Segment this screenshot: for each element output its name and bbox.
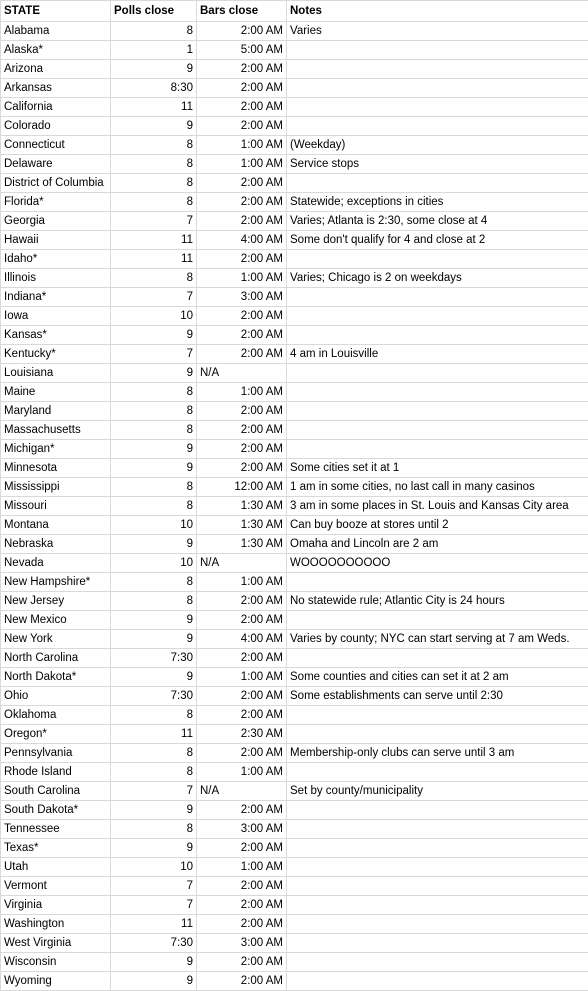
table-row (1, 858, 588, 877)
bars-close-cell[interactable]: 2:00 AM (197, 915, 287, 934)
polls-close-cell[interactable]: 8 (111, 744, 197, 763)
notes-cell[interactable]: WOOOOOOOOOO (287, 554, 588, 573)
notes-cell[interactable] (287, 706, 588, 725)
notes-cell[interactable] (287, 801, 588, 820)
state-cell[interactable]: Delaware (1, 155, 111, 174)
table-row (1, 307, 588, 326)
state-cell[interactable]: Hawaii (1, 231, 111, 250)
state-cell[interactable]: West Virginia (1, 934, 111, 953)
state-cell[interactable]: Kansas* (1, 326, 111, 345)
bars-close-cell[interactable]: 2:00 AM (197, 611, 287, 630)
notes-cell[interactable] (287, 649, 588, 668)
bars-close-cell[interactable]: 2:00 AM (197, 174, 287, 193)
table-row (1, 839, 588, 858)
header-row (1, 1, 588, 22)
table-row (1, 915, 588, 934)
bars-close-cell[interactable]: 1:00 AM (197, 383, 287, 402)
notes-cell[interactable]: Omaha and Lincoln are 2 am (287, 535, 588, 554)
polls-close-cell[interactable]: 7 (111, 212, 197, 231)
notes-cell[interactable] (287, 972, 588, 991)
notes-cell[interactable] (287, 117, 588, 136)
notes-cell[interactable]: No statewide rule; Atlantic City is 24 hours (287, 592, 588, 611)
notes-cell[interactable] (287, 820, 588, 839)
notes-cell[interactable] (287, 326, 588, 345)
table-row (1, 345, 588, 364)
state-cell[interactable]: Alaska* (1, 41, 111, 60)
table-row (1, 934, 588, 953)
table-row (1, 136, 588, 155)
polls-close-cell[interactable]: 8 (111, 763, 197, 782)
table-row (1, 60, 588, 79)
table-row (1, 22, 588, 41)
table-row (1, 687, 588, 706)
notes-cell[interactable] (287, 725, 588, 744)
table-row (1, 155, 588, 174)
notes-cell[interactable] (287, 288, 588, 307)
polls-close-cell[interactable]: 8 (111, 402, 197, 421)
notes-cell[interactable] (287, 858, 588, 877)
table-row (1, 801, 588, 820)
notes-cell[interactable] (287, 934, 588, 953)
polls-close-cell[interactable]: 9 (111, 535, 197, 554)
notes-cell[interactable] (287, 41, 588, 60)
state-cell[interactable]: South Carolina (1, 782, 111, 801)
state-cell[interactable]: Wisconsin (1, 953, 111, 972)
polls-close-cell[interactable]: 7 (111, 896, 197, 915)
state-cell[interactable]: Utah (1, 858, 111, 877)
notes-cell[interactable] (287, 402, 588, 421)
state-cell[interactable]: Montana (1, 516, 111, 535)
polls-close-cell[interactable]: 8 (111, 174, 197, 193)
polls-close-cell[interactable]: 7:30 (111, 687, 197, 706)
bars-close-cell[interactable]: 2:00 AM (197, 326, 287, 345)
state-cell[interactable]: Massachusetts (1, 421, 111, 440)
notes-cell[interactable] (287, 573, 588, 592)
bars-close-cell[interactable]: 2:00 AM (197, 801, 287, 820)
polls-close-cell[interactable]: 9 (111, 326, 197, 345)
polls-close-cell[interactable]: 8 (111, 497, 197, 516)
bars-close-cell[interactable]: 2:00 AM (197, 193, 287, 212)
table-row (1, 953, 588, 972)
polls-close-cell[interactable]: 11 (111, 98, 197, 117)
polls-close-cell[interactable]: 8 (111, 193, 197, 212)
state-cell[interactable]: Arizona (1, 60, 111, 79)
state-cell[interactable]: Illinois (1, 269, 111, 288)
table-row (1, 725, 588, 744)
bars-close-cell[interactable]: 1:00 AM (197, 668, 287, 687)
polls-close-cell[interactable]: 8 (111, 478, 197, 497)
bars-close-cell[interactable]: 1:30 AM (197, 535, 287, 554)
notes-cell[interactable] (287, 877, 588, 896)
state-cell[interactable]: Nebraska (1, 535, 111, 554)
bars-close-cell[interactable]: 3:00 AM (197, 288, 287, 307)
polls-close-cell[interactable]: 8:30 (111, 79, 197, 98)
table-row (1, 212, 588, 231)
state-cell[interactable]: Indiana* (1, 288, 111, 307)
bars-close-cell[interactable]: N/A (197, 782, 287, 801)
bars-close-cell[interactable]: 1:00 AM (197, 763, 287, 782)
state-cell[interactable]: Missouri (1, 497, 111, 516)
notes-cell[interactable]: 3 am in some places in St. Louis and Kansas City area (287, 497, 588, 516)
notes-cell[interactable] (287, 79, 588, 98)
table-row (1, 193, 588, 212)
polls-close-cell[interactable]: 7 (111, 782, 197, 801)
state-cell[interactable]: Georgia (1, 212, 111, 231)
table-row (1, 459, 588, 478)
state-cell[interactable]: Louisiana (1, 364, 111, 383)
table-row (1, 554, 588, 573)
notes-cell[interactable]: Some cities set it at 1 (287, 459, 588, 478)
state-cell[interactable]: Colorado (1, 117, 111, 136)
notes-cell[interactable] (287, 896, 588, 915)
state-cell[interactable]: Texas* (1, 839, 111, 858)
state-cell[interactable]: Tennessee (1, 820, 111, 839)
bars-close-cell[interactable]: 1:00 AM (197, 155, 287, 174)
bars-close-cell[interactable]: 2:00 AM (197, 345, 287, 364)
state-cell[interactable]: Maine (1, 383, 111, 402)
state-cell[interactable]: California (1, 98, 111, 117)
notes-cell[interactable]: Varies; Atlanta is 2:30, some close at 4 (287, 212, 588, 231)
polls-close-cell[interactable]: 11 (111, 250, 197, 269)
state-cell[interactable]: Florida* (1, 193, 111, 212)
polls-close-cell[interactable]: 8 (111, 22, 197, 41)
table-row (1, 98, 588, 117)
polls-close-cell[interactable]: 9 (111, 668, 197, 687)
polls-close-cell[interactable]: 9 (111, 60, 197, 79)
polls-close-cell[interactable]: 10 (111, 554, 197, 573)
bars-close-cell[interactable]: 4:00 AM (197, 231, 287, 250)
polls-close-cell[interactable]: 7 (111, 288, 197, 307)
polls-close-cell[interactable]: 10 (111, 858, 197, 877)
polls-close-cell[interactable]: 8 (111, 155, 197, 174)
bars-close-cell[interactable]: 2:00 AM (197, 972, 287, 991)
bars-close-cell[interactable]: 2:00 AM (197, 877, 287, 896)
notes-cell[interactable]: Statewide; exceptions in cities (287, 193, 588, 212)
polls-close-cell[interactable]: 8 (111, 269, 197, 288)
table-row (1, 41, 588, 60)
table-row (1, 972, 588, 991)
bars-close-cell[interactable]: 2:00 AM (197, 592, 287, 611)
polls-close-cell[interactable]: 8 (111, 706, 197, 725)
notes-cell[interactable] (287, 60, 588, 79)
polls-close-cell[interactable]: 8 (111, 592, 197, 611)
polls-close-cell[interactable]: 9 (111, 117, 197, 136)
notes-cell[interactable] (287, 763, 588, 782)
notes-cell[interactable] (287, 440, 588, 459)
notes-cell[interactable] (287, 421, 588, 440)
table-row (1, 79, 588, 98)
notes-cell[interactable] (287, 839, 588, 858)
bars-close-cell[interactable]: 2:00 AM (197, 706, 287, 725)
state-cell[interactable]: Vermont (1, 877, 111, 896)
bars-close-cell[interactable]: 2:00 AM (197, 839, 287, 858)
state-cell[interactable]: New Mexico (1, 611, 111, 630)
bars-close-cell[interactable]: 1:30 AM (197, 516, 287, 535)
state-cell[interactable]: Connecticut (1, 136, 111, 155)
bars-close-cell[interactable]: 1:00 AM (197, 858, 287, 877)
state-cell[interactable]: Iowa (1, 307, 111, 326)
polls-close-cell[interactable]: 7:30 (111, 649, 197, 668)
state-cell[interactable]: Pennsylvania (1, 744, 111, 763)
notes-cell[interactable]: Varies by county; NYC can start serving at 7 am Weds. (287, 630, 588, 649)
bars-close-cell[interactable]: 2:00 AM (197, 117, 287, 136)
table-row (1, 706, 588, 725)
state-cell[interactable]: South Dakota* (1, 801, 111, 820)
notes-cell[interactable] (287, 953, 588, 972)
polls-close-cell[interactable]: 8 (111, 421, 197, 440)
polls-close-cell[interactable]: 1 (111, 41, 197, 60)
state-cell[interactable]: Arkansas (1, 79, 111, 98)
bars-close-cell[interactable]: N/A (197, 554, 287, 573)
table-row (1, 649, 588, 668)
table-row (1, 402, 588, 421)
table-row (1, 573, 588, 592)
table-row (1, 592, 588, 611)
notes-cell[interactable]: Membership-only clubs can serve until 3 am (287, 744, 588, 763)
table-row (1, 250, 588, 269)
notes-cell[interactable] (287, 383, 588, 402)
state-cell[interactable]: Wyoming (1, 972, 111, 991)
state-cell[interactable]: New York (1, 630, 111, 649)
table-row (1, 516, 588, 535)
state-cell[interactable]: Virginia (1, 896, 111, 915)
table-row (1, 174, 588, 193)
state-cell[interactable]: North Carolina (1, 649, 111, 668)
state-cell[interactable]: District of Columbia (1, 174, 111, 193)
notes-cell[interactable]: Can buy booze at stores until 2 (287, 516, 588, 535)
bars-close-cell[interactable]: 1:00 AM (197, 573, 287, 592)
bars-close-cell[interactable]: 1:30 AM (197, 497, 287, 516)
table-row (1, 630, 588, 649)
polls-close-cell[interactable]: 7 (111, 877, 197, 896)
polls-close-cell[interactable]: 9 (111, 440, 197, 459)
state-cell[interactable]: Maryland (1, 402, 111, 421)
table-row (1, 478, 588, 497)
table-row (1, 497, 588, 516)
state-cell[interactable]: Mississippi (1, 478, 111, 497)
bars-close-cell[interactable]: 4:00 AM (197, 630, 287, 649)
polls-close-cell[interactable]: 8 (111, 136, 197, 155)
polls-close-cell[interactable]: 7 (111, 345, 197, 364)
state-cell[interactable]: Rhode Island (1, 763, 111, 782)
polls-close-cell[interactable]: 9 (111, 459, 197, 478)
bars-close-cell[interactable]: 2:00 AM (197, 459, 287, 478)
table-row (1, 231, 588, 250)
bars-close-cell[interactable]: 2:00 AM (197, 212, 287, 231)
polls-close-cell[interactable]: 9 (111, 364, 197, 383)
bars-close-cell[interactable]: 2:00 AM (197, 896, 287, 915)
bars-close-cell[interactable]: 2:00 AM (197, 98, 287, 117)
bars-close-cell[interactable]: 2:00 AM (197, 744, 287, 763)
table-row (1, 440, 588, 459)
state-cell[interactable]: Nevada (1, 554, 111, 573)
notes-cell[interactable]: Service stops (287, 155, 588, 174)
table-row (1, 668, 588, 687)
polls-close-cell[interactable]: 9 (111, 953, 197, 972)
bars-close-cell[interactable]: 2:00 AM (197, 22, 287, 41)
bars-close-cell[interactable]: 2:00 AM (197, 79, 287, 98)
polls-close-cell[interactable]: 7:30 (111, 934, 197, 953)
polls-close-cell[interactable]: 8 (111, 820, 197, 839)
table-row (1, 326, 588, 345)
state-cell[interactable]: New Jersey (1, 592, 111, 611)
header-bars-close[interactable]: Bars close (197, 1, 287, 22)
table-row (1, 288, 588, 307)
notes-cell[interactable]: Varies; Chicago is 2 on weekdays (287, 269, 588, 288)
notes-cell[interactable] (287, 174, 588, 193)
notes-cell[interactable] (287, 98, 588, 117)
polls-close-cell[interactable]: 11 (111, 725, 197, 744)
table-row (1, 820, 588, 839)
notes-cell[interactable]: Some establishments can serve until 2:30 (287, 687, 588, 706)
notes-cell[interactable] (287, 611, 588, 630)
notes-cell[interactable] (287, 364, 588, 383)
notes-cell[interactable]: Some don't qualify for 4 and close at 2 (287, 231, 588, 250)
table-row (1, 611, 588, 630)
bars-close-cell[interactable]: 2:00 AM (197, 687, 287, 706)
bars-close-cell[interactable]: 2:00 AM (197, 649, 287, 668)
notes-cell[interactable] (287, 915, 588, 934)
notes-cell[interactable] (287, 307, 588, 326)
polls-close-cell[interactable]: 11 (111, 915, 197, 934)
table-body (1, 22, 588, 991)
polls-close-cell[interactable]: 11 (111, 231, 197, 250)
polls-close-cell[interactable]: 10 (111, 307, 197, 326)
notes-cell[interactable]: 1 am in some cities, no last call in many casinos (287, 478, 588, 497)
table-row (1, 269, 588, 288)
polls-close-cell[interactable]: 9 (111, 611, 197, 630)
polls-close-cell[interactable]: 9 (111, 839, 197, 858)
bars-close-cell[interactable]: 3:00 AM (197, 934, 287, 953)
notes-cell[interactable]: Some counties and cities can set it at 2 am (287, 668, 588, 687)
notes-cell[interactable]: 4 am in Louisville (287, 345, 588, 364)
state-cell[interactable]: Idaho* (1, 250, 111, 269)
state-cell[interactable]: Oklahoma (1, 706, 111, 725)
state-cell[interactable]: Minnesota (1, 459, 111, 478)
header-notes[interactable]: Notes (287, 1, 588, 22)
table-row (1, 364, 588, 383)
header-state[interactable]: STATE (1, 1, 111, 22)
state-cell[interactable]: Michigan* (1, 440, 111, 459)
notes-cell[interactable]: Varies (287, 22, 588, 41)
header-polls-close[interactable]: Polls close (111, 1, 197, 22)
bars-close-cell[interactable]: 2:00 AM (197, 250, 287, 269)
polls-close-cell[interactable]: 9 (111, 972, 197, 991)
state-cell[interactable]: Alabama (1, 22, 111, 41)
bars-close-cell[interactable]: 12:00 AM (197, 478, 287, 497)
notes-cell[interactable]: (Weekday) (287, 136, 588, 155)
bars-close-cell[interactable]: 3:00 AM (197, 820, 287, 839)
table-row (1, 744, 588, 763)
state-cell[interactable]: North Dakota* (1, 668, 111, 687)
state-cell[interactable]: Oregon* (1, 725, 111, 744)
bars-close-cell[interactable]: 5:00 AM (197, 41, 287, 60)
table-row (1, 877, 588, 896)
bars-close-cell[interactable]: 2:00 AM (197, 953, 287, 972)
table-row (1, 763, 588, 782)
polls-close-cell[interactable]: 8 (111, 383, 197, 402)
notes-cell[interactable]: Set by county/municipality (287, 782, 588, 801)
polls-close-cell[interactable]: 8 (111, 573, 197, 592)
state-cell[interactable]: Kentucky* (1, 345, 111, 364)
bars-close-cell[interactable]: 1:00 AM (197, 136, 287, 155)
polls-close-cell[interactable]: 10 (111, 516, 197, 535)
bars-close-cell[interactable]: 2:00 AM (197, 60, 287, 79)
state-cell[interactable]: Washington (1, 915, 111, 934)
bars-close-cell[interactable]: 2:00 AM (197, 421, 287, 440)
bars-close-cell[interactable]: 2:00 AM (197, 402, 287, 421)
bars-close-cell[interactable]: N/A (197, 364, 287, 383)
table-row (1, 535, 588, 554)
table-row (1, 896, 588, 915)
bars-close-cell[interactable]: 2:00 AM (197, 307, 287, 326)
bars-close-cell[interactable]: 2:00 AM (197, 440, 287, 459)
table-row (1, 117, 588, 136)
bars-close-cell[interactable]: 1:00 AM (197, 269, 287, 288)
bars-close-cell[interactable]: 2:30 AM (197, 725, 287, 744)
table-row (1, 421, 588, 440)
notes-cell[interactable] (287, 250, 588, 269)
state-cell[interactable]: Ohio (1, 687, 111, 706)
polls-close-cell[interactable]: 9 (111, 630, 197, 649)
table-row (1, 383, 588, 402)
state-cell[interactable]: New Hampshire* (1, 573, 111, 592)
table-row (1, 782, 588, 801)
polls-close-cell[interactable]: 9 (111, 801, 197, 820)
